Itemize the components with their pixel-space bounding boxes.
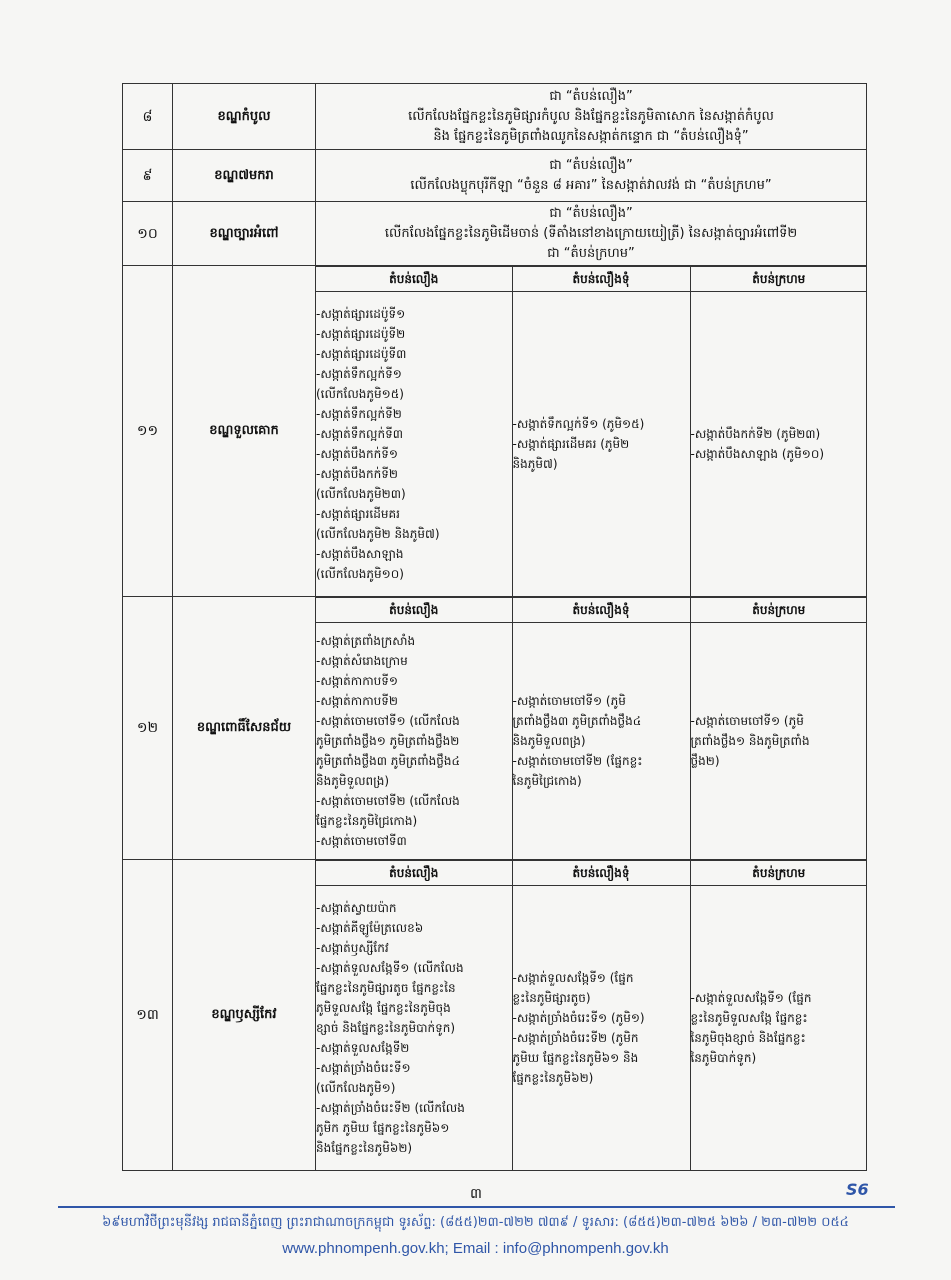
list-item: -សង្កាត់បឹងកក់ទី២ <box>316 467 398 481</box>
list-item: -សង្កាត់ផ្សារដើមគរ <box>316 507 400 521</box>
list-item: ត្រពាំងថ្លឹង១ និងភូមិត្រពាំង <box>690 734 810 748</box>
list-item: -សង្កាត់ចោមចៅទី៣ <box>316 834 407 848</box>
district-name: ខណ្ឌពោធិ៍សែនជ័យ <box>173 597 316 860</box>
list-item: ខ្លះនៃភូមិផ្សារតូច) <box>512 991 591 1005</box>
list-item: -សង្កាត់ទឹកល្អក់ទី៣ <box>316 427 403 441</box>
list-item: -សង្កាត់ចោមចៅទី១ (ភូមិ <box>512 694 626 708</box>
list-item: និងផ្នែកខ្លះនៃភូមិ៦២) <box>316 1141 413 1155</box>
list-item: -សង្កាត់បឹងសាឡាង <box>316 547 404 561</box>
list-item: -សង្កាត់កាកាបទី២ <box>316 694 398 708</box>
list-item: -សង្កាត់ទួលសង្កែទី១ (លើកលែង <box>316 961 464 975</box>
zone-breakdown-cell <box>316 597 867 860</box>
zone-description <box>316 202 867 266</box>
list-item: -សង្កាត់ចោមចៅទី១ (លើកលែង <box>316 714 460 728</box>
zone-header-dark-yellow: តំបន់លឿងទុំ <box>512 598 690 623</box>
zone-list-red <box>690 623 867 860</box>
footer-web-email: www.phnompenh.gov.kh; Email : info@phnompenh.gov.kh <box>282 1240 669 1257</box>
description-line: លើកលែងផ្នែកខ្លះនៃភូមិដើមចាន់ (ទីតាំងនៅខាងក្រោយយៀត្រី) នៃសង្កាត់ច្បារអំពៅទី២ <box>384 225 798 241</box>
zone-header-yellow: តំបន់លឿង <box>316 861 512 886</box>
list-item: នៃភូមិបាក់ទូក) <box>690 1051 757 1065</box>
list-item: -សង្កាត់ចោមចៅទី១ (ភូមិ <box>690 714 804 728</box>
district-name: ខណ្ឌទួលគោក <box>173 266 316 597</box>
footer-address: ៦៩មហាវិថីព្រះមុនីវង្ស រាជធានីភ្នំពេញ ព្រះរាជាណាចក្រកម្ពុជា ទូរស័ព្ទ: (៨៥៥)២៣-៧២២ ៧៣៩ / ទូរសារ: (៨៥៥)២៣-៧២៥ ៦២៦ / ២៣-៧២២ ០៥៤ <box>102 1215 849 1230</box>
description-line: ជា “តំបន់លឿង” <box>549 205 633 221</box>
table-row <box>123 860 867 1171</box>
list-item: -សង្កាត់ទួលសង្កែទី២ <box>316 1041 410 1055</box>
district-name: ខណ្ឌឫស្សីកែវ <box>173 860 316 1171</box>
zone-header-red: តំបន់ក្រហម <box>690 598 867 623</box>
zone-description <box>316 84 867 150</box>
list-item: -សង្កាត់ច្រាំងចំរេះទី១ (ភូមិ១) <box>512 1011 645 1025</box>
list-item: ផ្នែកខ្លះនៃភូមិ៦២) <box>512 1071 594 1085</box>
list-item: -សង្កាត់ចោមចៅទី២ (លើកលែង <box>316 794 460 808</box>
list-item: -សង្កាត់សំរោងក្រោម <box>316 654 408 668</box>
table-row <box>123 150 867 202</box>
list-item: ភូមិក ភូមិឃ ផ្នែកខ្លះនៃភូមិ៦១ <box>316 1121 450 1135</box>
zone-header-yellow: តំបន់លឿង <box>316 598 512 623</box>
list-item: -សង្កាត់ច្រាំងចំរេះទី២ (ភូមិក <box>512 1031 639 1045</box>
table-row <box>123 202 867 266</box>
row-number: ១៣ <box>123 860 173 1171</box>
list-item: នៃភូមិជ្រៃកោង) <box>512 774 582 788</box>
list-item: -សង្កាត់បឹងកក់ទី២ (ភូមិ២៣) <box>690 427 821 441</box>
zone-header-red: តំបន់ក្រហម <box>690 267 867 292</box>
list-item: -សង្កាត់ទឹកល្អក់ទី២ <box>316 407 402 421</box>
list-item: -សង្កាត់ចោមចៅទី២ (ផ្នែកខ្លះ <box>512 754 643 768</box>
list-item: -សង្កាត់ឫស្សីកែវ <box>316 941 389 955</box>
zone-list-yellow <box>316 292 512 597</box>
list-item: នៃភូមិចុងខ្សាច់ និងផ្នែកខ្លះ <box>690 1031 806 1045</box>
zone-content-row <box>316 886 867 1171</box>
description-line: ជា “តំបន់លឿង” <box>549 88 633 104</box>
list-item: (លើកលែងភូមិ១) <box>316 1081 396 1095</box>
zone-breakdown-cell <box>316 266 867 597</box>
district-name: ខណ្ឌច្បារអំពៅ <box>173 202 316 266</box>
zone-subtable <box>316 266 867 596</box>
list-item: -សង្កាត់កាកាបទី១ <box>316 674 398 688</box>
list-item: (លើកលែងភូមិ១០) <box>316 567 404 581</box>
description-line: ជា “តំបន់ក្រហម” <box>547 245 635 261</box>
zone-header-red: តំបន់ក្រហម <box>690 861 867 886</box>
zone-list-yellow <box>316 623 512 860</box>
list-item: ត្រពាំងថ្លឹង៣ ភូមិត្រពាំងថ្លឹង៤ <box>512 714 642 728</box>
list-item: (លើកលែងភូមិ២៣) <box>316 487 406 501</box>
list-item: -សង្កាត់ផ្សារដេប៉ូទី២ <box>316 327 406 341</box>
zone-header-row <box>316 598 867 623</box>
list-item: -សង្កាត់ស្វាយប៉ាក <box>316 901 397 915</box>
row-number: ៩ <box>123 150 173 202</box>
list-item: ភូមិត្រពាំងថ្លឹង៣ ភូមិត្រពាំងថ្លឹង៤ <box>316 754 460 768</box>
zone-table <box>122 83 867 1171</box>
row-number: ១០ <box>123 202 173 266</box>
list-item: និងភូមិ៧) <box>512 457 558 471</box>
list-item: (លើកលែងភូមិ២ និងភូមិ៧) <box>316 527 440 541</box>
zone-content-row <box>316 292 867 597</box>
page-number: ៣ <box>470 1186 482 1202</box>
zone-header-dark-yellow: តំបន់លឿងទុំ <box>512 267 690 292</box>
list-item: ភូមិទួលសង្កែ ផ្នែកខ្លះនៃភូមិចុង <box>316 1001 451 1015</box>
list-item: -សង្កាត់បឹងសាឡាង (ភូមិ១០) <box>690 447 825 461</box>
list-item: ថ្លឹង២) <box>690 754 720 768</box>
list-item: -សង្កាត់គីឡូម៉ែត្រលេខ៦ <box>316 921 424 935</box>
zone-list-red <box>690 886 867 1171</box>
zone-header-row <box>316 267 867 292</box>
list-item: និងភូមិទួលពង្រ) <box>512 734 586 748</box>
footer-divider <box>58 1206 895 1208</box>
list-item: -សង្កាត់ទួលសង្កែទី១ (ផ្នែក <box>512 971 634 985</box>
list-item: ផ្នែកខ្លះនៃភូមិជ្រៃកោង) <box>316 814 418 828</box>
list-item: និងភូមិទួលពង្រ) <box>316 774 390 788</box>
table-row <box>123 266 867 597</box>
row-number: ១២ <box>123 597 173 860</box>
zone-list-dark-yellow <box>512 623 690 860</box>
zone-list-dark-yellow <box>512 292 690 597</box>
list-item: -សង្កាត់ច្រាំងចំរេះទី១ <box>316 1061 411 1075</box>
description-line: លើកលែងផ្នែកខ្លះនៃភូមិផ្សារកំបូល និងផ្នែកខ្លះនៃភូមិតាសោក នៃសង្កាត់កំបូល <box>408 108 774 124</box>
description-line: និង ផ្នែកខ្លះនៃភូមិត្រពាំងឈូកនៃសង្កាត់កន្ទោក ជា “តំបន់លឿងទុំ” <box>433 128 749 144</box>
zone-list-dark-yellow <box>512 886 690 1171</box>
list-item: ខ្លះនៃភូមិទួលសង្កែ ផ្នែកខ្លះ <box>690 1011 808 1025</box>
row-number: ៨ <box>123 84 173 150</box>
zone-description <box>316 150 867 202</box>
handwritten-mark: S6 <box>846 1180 869 1199</box>
list-item: -សង្កាត់ទឹកល្អក់ទី១ <box>316 367 402 381</box>
description-line: ជា “តំបន់លឿង” <box>549 157 633 173</box>
table-row <box>123 84 867 150</box>
list-item: ខ្សាច់ និងផ្នែកខ្លះនៃភូមិបាក់ទូក) <box>316 1021 456 1035</box>
list-item: ផ្នែកខ្លះនៃភូមិផ្សារតូច ផ្នែកខ្លះនៃ <box>316 981 456 995</box>
zone-subtable <box>316 860 867 1170</box>
list-item: -សង្កាត់បឹងកក់ទី១ <box>316 447 398 461</box>
list-item: -សង្កាត់ទួលសង្កែទី១ (ផ្នែក <box>690 991 812 1005</box>
zone-content-row <box>316 623 867 860</box>
district-name: ខណ្ឌកំបូល <box>173 84 316 150</box>
list-item: -សង្កាត់ផ្សារដេប៉ូទី៣ <box>316 347 407 361</box>
list-item: -សង្កាត់ទឹកល្អក់ទី១ (ភូមិ១៥) <box>512 417 645 431</box>
list-item: (លើកលែងភូមិ១៥) <box>316 387 404 401</box>
zone-header-row <box>316 861 867 886</box>
zone-list-red <box>690 292 867 597</box>
zone-subtable <box>316 597 867 859</box>
list-item: ភូមិត្រពាំងថ្លឹង១ ភូមិត្រពាំងថ្លឹង២ <box>316 734 460 748</box>
list-item: -សង្កាត់ត្រពាំងក្រសាំង <box>316 634 416 648</box>
list-item: -សង្កាត់ច្រាំងចំរេះទី២ (លើកលែង <box>316 1101 465 1115</box>
zone-list-yellow <box>316 886 512 1171</box>
list-item: -សង្កាត់ផ្សារដេប៉ូទី១ <box>316 307 406 321</box>
description-line: លើកលែងប្លុកបុរីកីឡា “ចំនួន ៨ អគារ” នៃសង្កាត់វាលវង់ ជា “តំបន់ក្រហម” <box>410 177 772 193</box>
list-item: -សង្កាត់ផ្សារដើមគរ (ភូមិ២ <box>512 437 630 451</box>
row-number: ១១ <box>123 266 173 597</box>
zone-header-yellow: តំបន់លឿង <box>316 267 512 292</box>
table-row <box>123 597 867 860</box>
zone-header-dark-yellow: តំបន់លឿងទុំ <box>512 861 690 886</box>
zone-breakdown-cell <box>316 860 867 1171</box>
list-item: ភូមិឃ ផ្នែកខ្លះនៃភូមិ៦១ និង <box>512 1051 639 1065</box>
district-name: ខណ្ឌ៧មករា <box>173 150 316 202</box>
